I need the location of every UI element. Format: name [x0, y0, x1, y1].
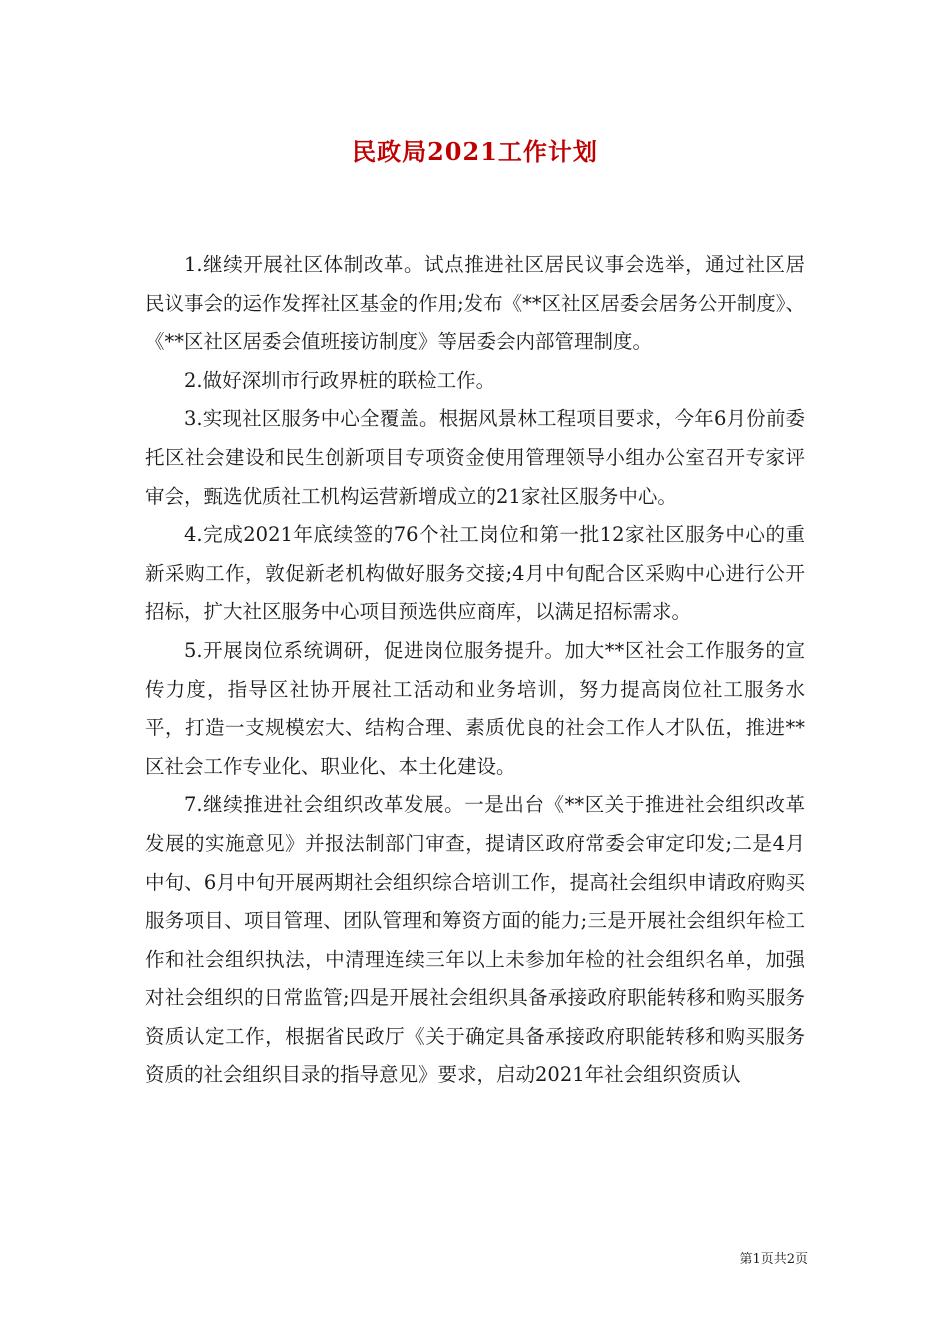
- paragraph-4: 4.完成2021年底续签的76个社工岗位和第一批12家社区服务中心的重新采购工作，敦促新老机构做好服务交接;4月中旬配合区采购中心进行公开招标，扩大社区服务中心项目预选供应商库，以满足招标需求。: [145, 523, 805, 624]
- paragraph-5: 5.开展岗位系统调研，促进岗位服务提升。加大**区社会工作服务的宣传力度，指导区社协开展社工活动和业务培训，努力提高岗位社工服务水平，打造一支规模宏大、结构合理、素质优良的社会工作人才队伍，推进**区社会工作专业化、职业化、本土化建设。: [145, 638, 805, 778]
- paragraph-2: 2.做好深圳市行政界桩的联检工作。: [184, 368, 496, 392]
- document-body: [145, 246, 805, 1095]
- page-number-footer: 第1页共2页: [739, 1252, 808, 1267]
- paragraph-1: 1.继续开展社区体制改革。试点推进社区居民议事会选举，通过社区居民议事会的运作发挥社区基金的作用;发布《**区社区居委会居务公开制度》、《**区社区居委会值班接访制度》等居委会内部管理制度。: [145, 253, 805, 354]
- paragraph-7: 7.继续推进社会组织改革发展。一是出台《**区关于推进社会组织改革发展的实施意见》并报法制部门审查，提请区政府常委会审定印发;二是4月中旬、6月中旬开展两期社会组织综合培训工作，提高社会组织申请政府购买服务项目、项目管理、团队管理和筹资方面的能力;三是开展社会组织年检工作和社会组织执法，中清理连续三年以上未参加年检的社会组织名单，加强对社会组织的日常监管;四是开展社会组织具备承接政府职能转移和购买服务资质认定工作，根据省民政厅《关于确定具备承接政府职能转移和购买服务资质的社会组织目录的指导意见》要求，启动2021年社会组织资质认: [145, 793, 805, 1087]
- document-title: 民政局2021工作计划: [352, 137, 598, 166]
- paragraph-3: 3.实现社区服务中心全覆盖。根据风景林工程项目要求，今年6月份前委托区社会建设和民生创新项目专项资金使用管理领导小组办公室召开专家评审会，甄选优质社工机构运营新增成立的21家社区服务中心。: [145, 407, 805, 508]
